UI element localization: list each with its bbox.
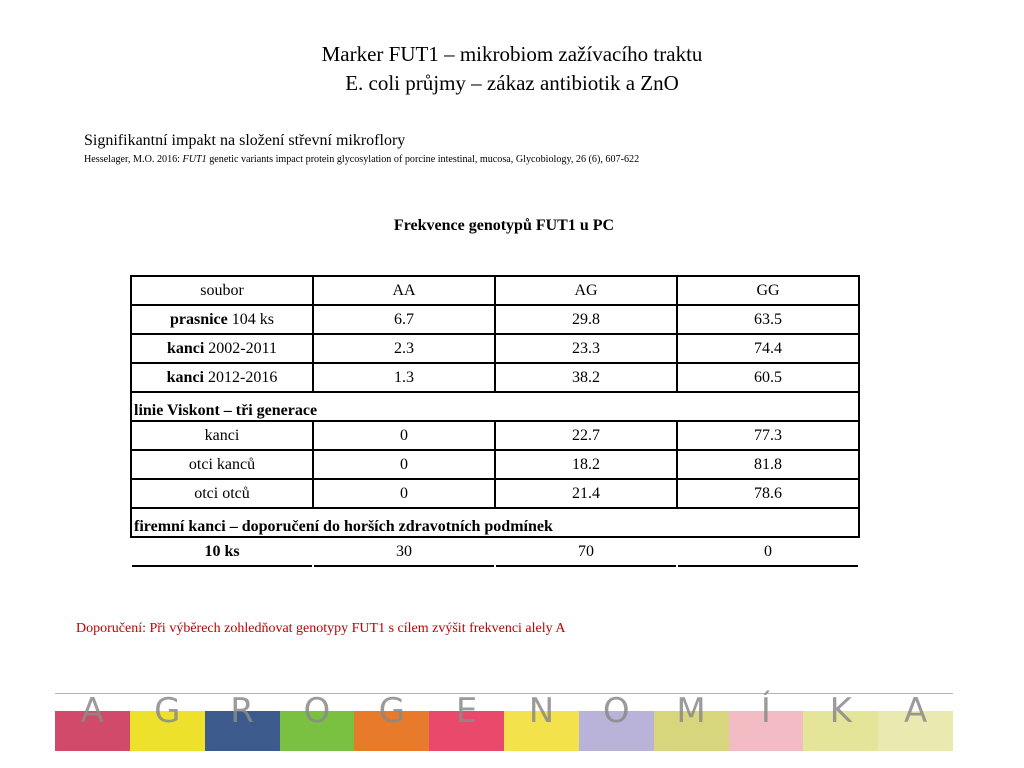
citation-authors: Hesselager, M.O. 2016: [84,153,183,165]
row-label-bold: kanci [166,368,204,386]
cell-ag: 38.2 [495,363,677,392]
banner-letter: M [676,691,706,731]
banner-letter: K [829,691,852,731]
cell-gg: 60.5 [677,363,859,392]
cell-ag: 18.2 [495,450,677,479]
table-row [131,479,859,508]
row-label-rest: 104 ks [227,310,274,328]
title-line-1: Marker FUT1 – mikrobiom zažívacího traktu [321,42,703,66]
cell-gg: 81.8 [677,450,859,479]
banner-letter: A [80,691,105,731]
cell-aa: 30 [313,537,495,566]
citation-rest: genetic variants impact protein glycosylation of porcine intestinal, mucosa, Glycobiology, 26 (6), 607-622 [206,153,640,165]
table-row [131,363,859,392]
row-label-bold: prasnice [169,310,228,328]
header-cell: GG [677,276,859,305]
section-label-viskont: linie Viskont – tři generace [131,392,859,421]
section-row [131,392,859,421]
cell-aa: 0 [313,479,495,508]
row-label: kanci [131,421,313,450]
cell-gg: 78.6 [677,479,859,508]
table-row [131,334,859,363]
page-title [0,40,1024,98]
table-row [131,305,859,334]
banner-letter: G [378,691,405,731]
cell-ag: 23.3 [495,334,677,363]
row-label-rest: 2002-2011 [204,339,278,357]
banner-letter: O [602,691,630,731]
banner-letter: Í [760,691,771,731]
table-row [131,421,859,450]
genotype-table [130,275,860,567]
cell-ag: 29.8 [495,305,677,334]
cell-aa: 0 [313,421,495,450]
cell-aa: 2.3 [313,334,495,363]
row-label: otci otců [131,479,313,508]
banner-letter: E [455,691,478,731]
cell-aa: 0 [313,450,495,479]
cell-ag: 21.4 [495,479,677,508]
section-row [131,508,859,537]
row-label: otci kanců [131,450,313,479]
cell-gg: 77.3 [677,421,859,450]
row-label: 10 ks [131,537,313,566]
header-cell: soubor [131,276,313,305]
cell-ag: 22.7 [495,421,677,450]
cell-gg: 0 [677,537,859,566]
header-cell: AA [313,276,495,305]
table-row [131,450,859,479]
banner-letter: N [528,691,555,731]
section-label-firemni: firemní kanci – doporučení do horších zdravotních podmínek [131,508,859,537]
subtitle: Signifikantní impakt na složení střevní mikroflory [84,132,406,149]
row-label [131,305,313,334]
cell-aa: 1.3 [313,363,495,392]
cell-gg: 74.4 [677,334,859,363]
banner-letter: A [903,691,928,731]
row-label [131,363,313,392]
cell-gg: 63.5 [677,305,859,334]
banner-letter: O [303,691,331,731]
agrogenomika-banner [55,693,953,753]
table-header-row [131,276,859,305]
row-label [131,334,313,363]
banner-letter: R [230,691,254,731]
title-line-2: E. coli průjmy – zákaz antibiotik a ZnO [345,71,679,95]
banner-letter: G [154,691,181,731]
cell-ag: 70 [495,537,677,566]
recommendation-text: Doporučení: Při výběrech zohledňovat genotypy FUT1 s cílem zvýšit frekvenci alely A [76,621,566,636]
citation [84,153,639,165]
header-cell: AG [495,276,677,305]
citation-gene: FUT1 [182,153,207,165]
table-row [131,537,859,566]
row-label-rest: 2012-2016 [204,368,278,386]
table-title: Frekvence genotypů FUT1 u PC [393,217,615,234]
row-label-bold: kanci [166,339,205,357]
cell-aa: 6.7 [313,305,495,334]
